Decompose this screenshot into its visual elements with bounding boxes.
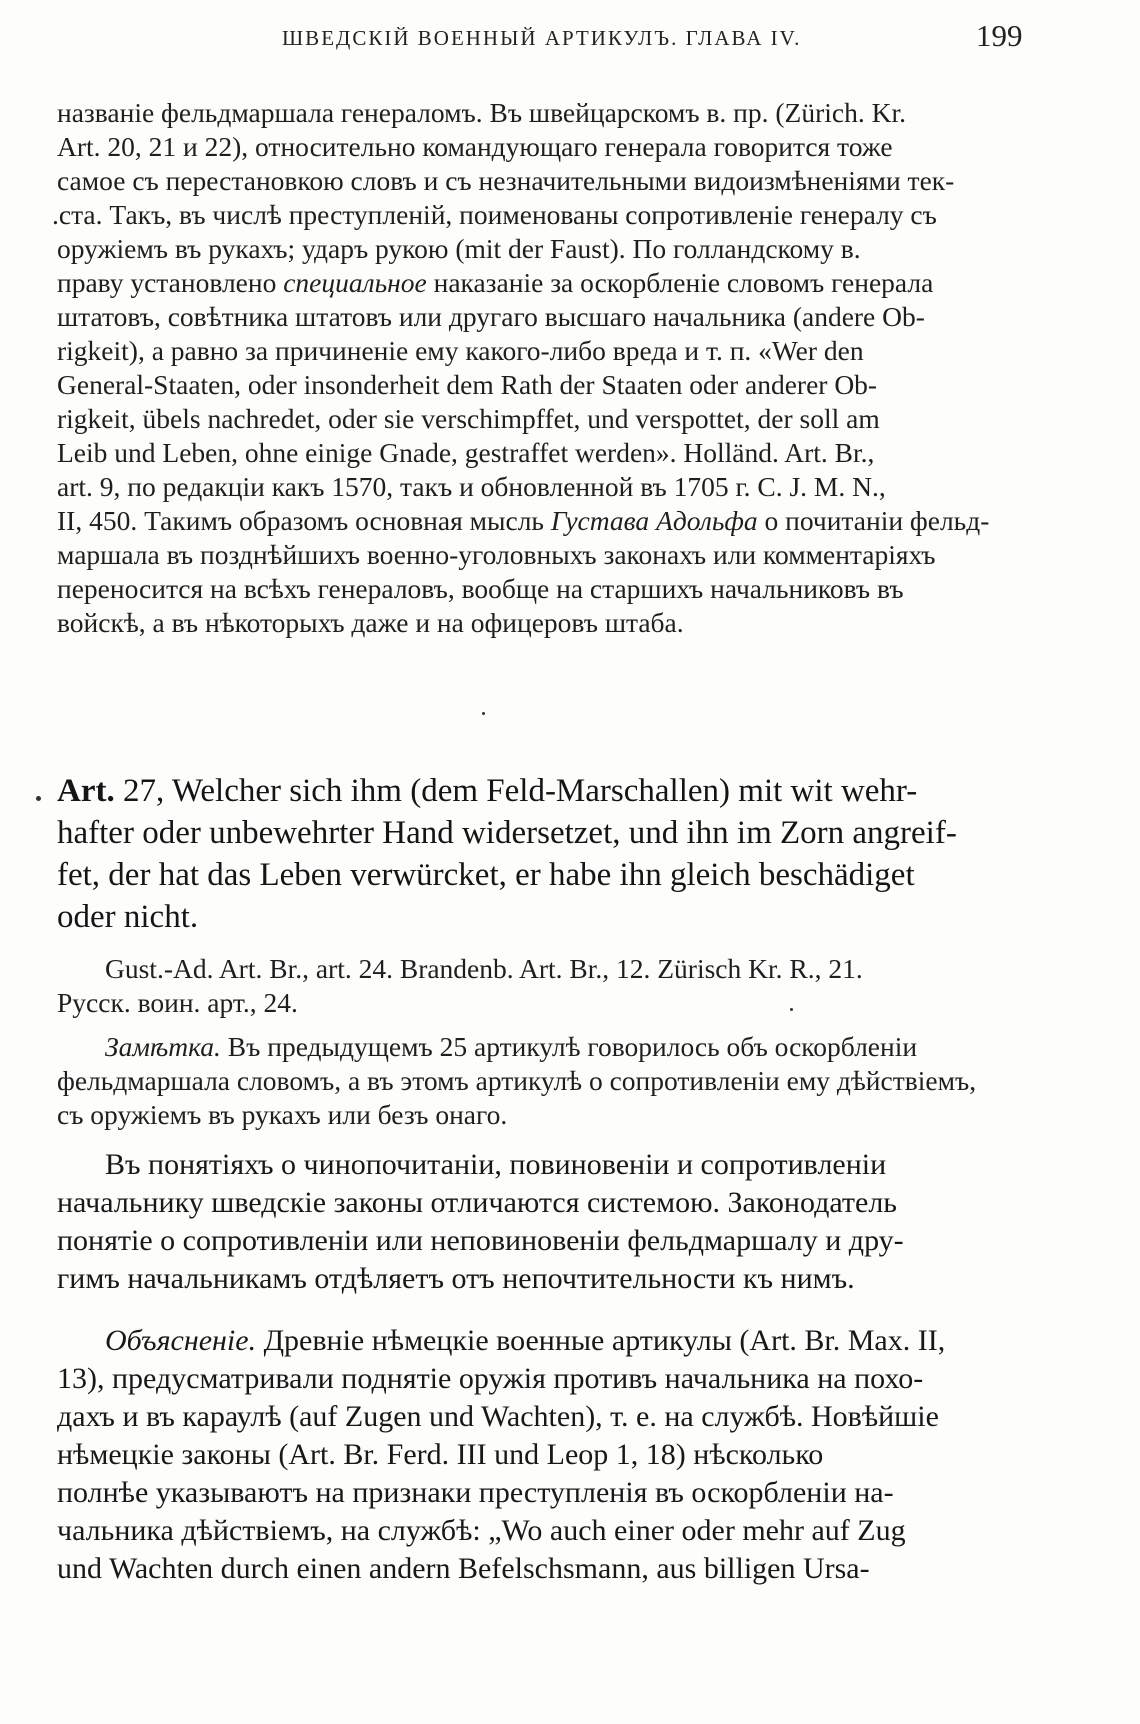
footnote-line: названіе фельдмаршала генераломъ. Въ швейцарскомъ в. пр. (Zürich. Kr. <box>57 97 906 128</box>
explanation-line <box>105 1322 1037 1360</box>
footnote-text: II, 450. Такимъ образомъ основная мысль <box>57 505 544 536</box>
explanation-label: Объясненіе. <box>105 1324 257 1357</box>
footnote-line: Art. 20, 21 и 22), относительно командующаго генерала говорится тоже <box>57 131 893 162</box>
footnote-line: маршала въ позднѣйшихъ военно-уголовныхъ законахъ или комментаріяхъ <box>57 539 936 570</box>
remark-line <box>105 1030 1037 1064</box>
article-line: hafter oder unbewehrter Hand widersetzet, und ihn im Zorn angreif- <box>57 815 957 851</box>
footnote-line: оружіемъ въ рукахъ; ударъ рукою (mit der Faust). По голландскому в. <box>57 233 861 264</box>
page-header <box>0 0 1140 80</box>
reference-line: Gust.-Ad. Art. Br., art. 24. Brandenb. Art. Br., 12. Zürisch Kr. R., 21. <box>105 953 863 984</box>
explanation-line: дахъ и въ караулѣ (auf Zugen und Wachten), т. е. на службѣ. Новѣйшіе <box>57 1400 939 1433</box>
explanation-line: чальника дѣйствіемъ, на службѣ: „Wo auch einer oder mehr auf Zug <box>57 1514 906 1547</box>
footnote-line <box>57 504 1037 538</box>
reference-line: Русск. воин. арт., 24. <box>57 987 298 1018</box>
running-title: ШВЕДСКІЙ ВОЕННЫЙ АРТИКУЛЪ. ГЛАВА IV. <box>282 26 802 50</box>
footnote-text: наказаніе за оскорбленіе словомъ генерала <box>433 267 934 298</box>
explanation-line: 13), предусматривали поднятіе оружія противъ начальника на похо- <box>57 1362 924 1395</box>
footnote-line: штатовъ, совѣтника штатовъ или другаго высшаго начальника (andere Ob- <box>57 301 925 332</box>
print-speck <box>482 712 485 715</box>
footnote-line: Leib und Leben, ohne einige Gnade, gestraffet werden». Holländ. Art. Br., <box>57 437 875 468</box>
footnote-line: General-Staaten, oder insonderheit dem Rath der Staaten oder anderer Ob- <box>57 369 878 400</box>
paragraph-line: понятіе о сопротивленіи или неповиновеніи фельдмаршалу и дру- <box>57 1224 904 1257</box>
explanation-line: нѣмецкіе законы (Art. Br. Ferd. III und Leop 1, 18) нѣсколько <box>57 1438 824 1471</box>
page-number: 199 <box>976 18 1023 53</box>
footnote-line: .ста. Такъ, въ числѣ преступленій, поименованы сопротивленіе генералу съ <box>52 199 937 230</box>
explanation-text: Древніе нѣмецкіе военные артикулы (Art. Br. Max. II, <box>263 1324 946 1357</box>
footnote-line: art. 9, по редакціи какъ 1570, такъ и обновленной въ 1705 г. C. J. M. N., <box>57 471 886 502</box>
remark-text: Въ предыдущемъ 25 артикулѣ говорилось объ оскорбленіи <box>227 1031 918 1062</box>
remark-line: съ оружіемъ въ рукахъ или безъ онаго. <box>57 1099 508 1130</box>
remark-label: Замѣтка. <box>105 1031 221 1062</box>
footnote-line: переносится на всѣхъ генераловъ, вообще на старшихъ начальниковъ въ <box>57 573 904 604</box>
print-speck <box>790 1008 793 1011</box>
article-text: 27, Welcher sich ihm (dem Feld-Marschallen) mit wit wehr- <box>122 773 918 809</box>
footnote-text: о почитаніи фельд- <box>764 505 990 536</box>
footnote-line: войскѣ, а въ нѣкоторыхъ даже и на офицеровъ штаба. <box>57 607 684 638</box>
article-label: Art. <box>57 773 115 809</box>
emphasis-text: специальное <box>283 267 427 298</box>
paragraph-line: Въ понятіяхъ о чинопочитаніи, повиновеніи и сопротивленіи <box>105 1148 887 1181</box>
footnote-line: самое съ перестановкою словъ и съ незначительными видоизмѣненіями тек- <box>57 165 955 196</box>
paragraph-line: гимъ начальникамъ отдѣляетъ отъ непочтительности къ нимъ. <box>57 1262 855 1295</box>
explanation-line: und Wachten durch einen andern Befelschsmann, aus billigen Ursa- <box>57 1552 870 1585</box>
remark-line: фельдмаршала словомъ, а въ этомъ артикулѣ о сопротивленіи ему дѣйствіемъ, <box>57 1065 977 1096</box>
paragraph-line: начальнику шведскіе законы отличаются системою. Законодатель <box>57 1186 897 1219</box>
article-line: oder nicht. <box>57 899 199 935</box>
footnote-text: праву установлено <box>57 267 277 298</box>
emphasis-text: Густава Адольфа <box>550 505 758 536</box>
footnote-line <box>57 266 1037 300</box>
explanation-line: полнѣе указываютъ на признаки преступленія въ оскорбленіи на- <box>57 1476 894 1509</box>
footnote-line: rigkeit, übels nachredet, oder sie verschimpffet, und verspottet, der soll am <box>57 403 880 434</box>
article-line <box>57 770 1037 812</box>
print-speck <box>36 796 41 801</box>
footnote-line: rigkeit), а равно за причиненіе ему какого-либо вреда и т. п. «Wer den <box>57 335 864 366</box>
article-line: fet, der hat das Leben verwürcket, er habe ihn gleich beschädiget <box>57 857 915 893</box>
